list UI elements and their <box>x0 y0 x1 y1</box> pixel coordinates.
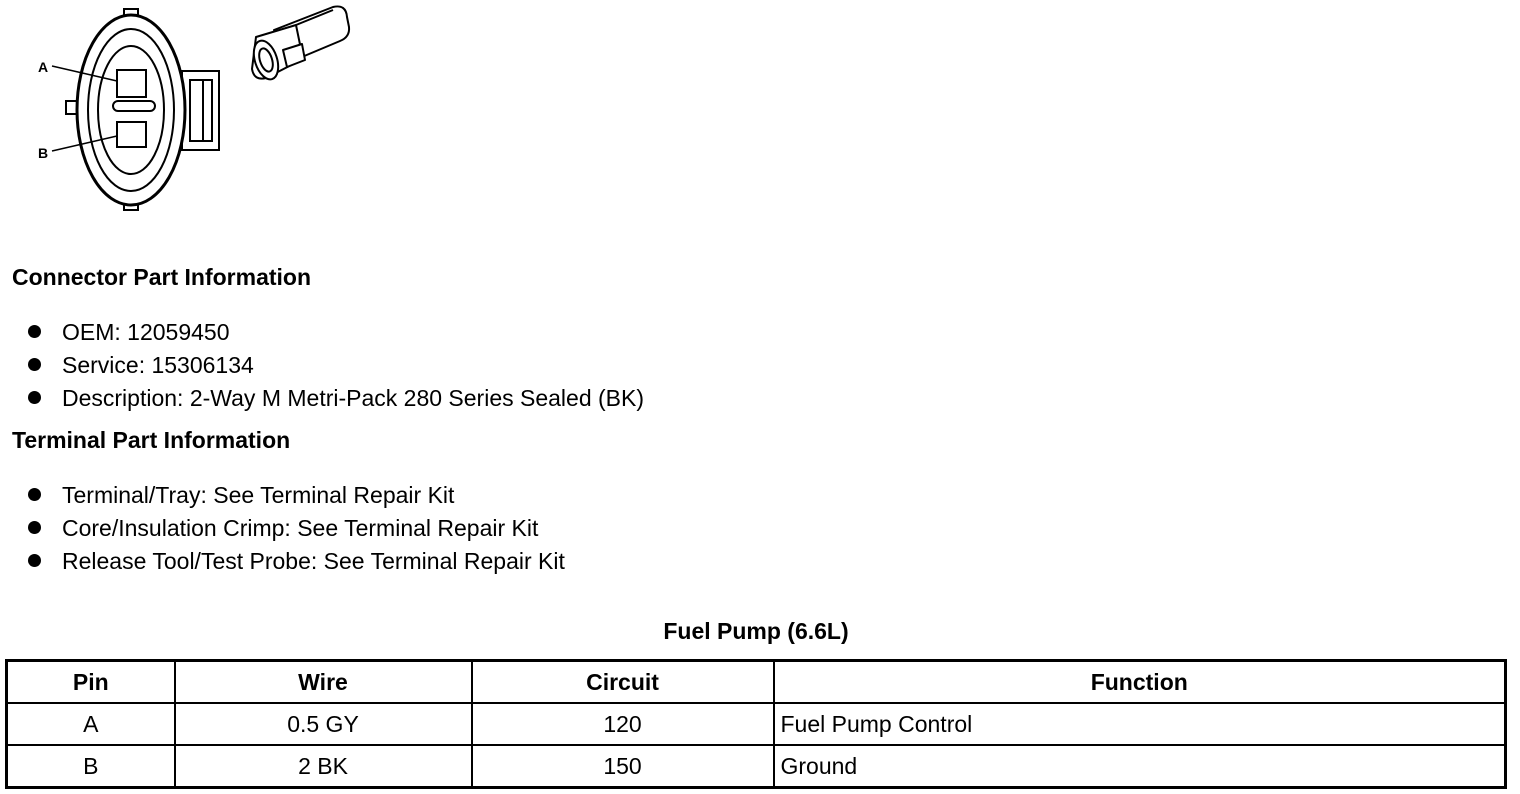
list-item-text: OEM: 12059450 <box>62 319 230 345</box>
list-item-text: Core/Insulation Crimp: See Terminal Repair Kit <box>62 515 539 541</box>
terminal-part-heading: Terminal Part Information <box>12 427 291 453</box>
cell-function: Ground <box>774 745 1506 788</box>
table-row <box>7 745 1506 788</box>
bullet-icon <box>28 554 41 567</box>
column-header-wire: Wire <box>175 661 472 704</box>
list-item-text: Description: 2-Way M Metri-Pack 280 Series Sealed (BK) <box>62 385 645 411</box>
list-item-text: Terminal/Tray: See Terminal Repair Kit <box>62 482 455 508</box>
cell-pin: A <box>7 703 175 745</box>
pin-a-label: A <box>38 59 49 75</box>
list-item <box>28 384 644 417</box>
list-item <box>28 318 644 351</box>
cell-function: Fuel Pump Control <box>774 703 1506 745</box>
list-item-text: Service: 15306134 <box>62 352 254 378</box>
connector-diagram <box>0 0 380 220</box>
bullet-icon <box>28 325 41 338</box>
terminal-part-list <box>28 481 565 580</box>
table-title: Fuel Pump (6.6L) <box>663 618 849 644</box>
list-item <box>28 481 565 514</box>
pin-table <box>5 659 1507 789</box>
cell-circuit: 120 <box>472 703 774 745</box>
cell-pin: B <box>7 745 175 788</box>
list-item <box>28 547 565 580</box>
connector-part-heading: Connector Part Information <box>12 264 312 290</box>
bullet-icon <box>28 521 41 534</box>
pin-b-label: B <box>38 145 49 161</box>
bullet-icon <box>28 488 41 501</box>
column-header-function: Function <box>774 661 1506 704</box>
cell-circuit: 150 <box>472 745 774 788</box>
list-item-text: Release Tool/Test Probe: See Terminal Repair Kit <box>62 548 565 574</box>
bullet-icon <box>28 358 41 371</box>
list-item <box>28 514 565 547</box>
connector-iso-view <box>249 6 349 82</box>
table-header-row <box>7 661 1506 704</box>
bullet-icon <box>28 391 41 404</box>
connector-part-list <box>28 318 644 417</box>
list-item <box>28 351 644 384</box>
cell-wire: 2 BK <box>175 745 472 788</box>
pin-a-cavity <box>117 70 146 97</box>
pin-b-cavity <box>117 122 146 147</box>
table-row <box>7 703 1506 745</box>
column-header-circuit: Circuit <box>472 661 774 704</box>
cell-wire: 0.5 GY <box>175 703 472 745</box>
connector-latch <box>182 71 219 150</box>
column-header-pin: Pin <box>7 661 175 704</box>
